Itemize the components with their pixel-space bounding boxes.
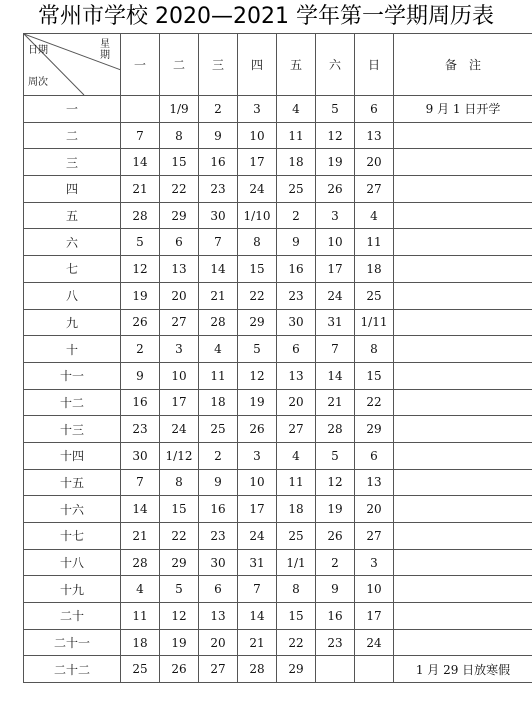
date-cell: 8: [160, 122, 199, 149]
date-cell: 22: [160, 176, 199, 203]
week-number-cell: 十五: [24, 469, 121, 496]
week-number-cell: 四: [24, 176, 121, 203]
week-row: [24, 202, 532, 229]
date-cell: 15: [160, 149, 199, 176]
date-cell: 17: [160, 389, 199, 416]
note-cell: [394, 576, 532, 603]
date-cell: 22: [277, 629, 316, 656]
note-cell: [394, 309, 532, 336]
date-cell: 10: [316, 229, 355, 256]
date-cell: 21: [121, 176, 160, 203]
date-cell: 16: [121, 389, 160, 416]
note-cell: [394, 469, 532, 496]
week-number-cell: 十四: [24, 442, 121, 469]
date-cell: 27: [199, 656, 238, 683]
week-row: [24, 122, 532, 149]
date-cell: [355, 656, 394, 683]
week-row: [24, 549, 532, 576]
weekday-header-sat: 六: [316, 34, 355, 96]
date-cell: 7: [316, 336, 355, 363]
date-cell: 2: [316, 549, 355, 576]
week-number-cell: 十七: [24, 523, 121, 550]
date-cell: 31: [238, 549, 277, 576]
note-cell: [394, 176, 532, 203]
date-cell: 18: [121, 629, 160, 656]
date-cell: 11: [199, 362, 238, 389]
note-cell: [394, 256, 532, 283]
date-cell: 27: [355, 523, 394, 550]
date-cell: 24: [238, 523, 277, 550]
weekday-header-mon: 一: [121, 34, 160, 96]
corner-date-label: 日期: [28, 45, 48, 56]
date-cell: 10: [238, 122, 277, 149]
week-row: [24, 149, 532, 176]
date-cell: 11: [277, 469, 316, 496]
date-cell: 2: [277, 202, 316, 229]
week-row: [24, 362, 532, 389]
week-row: [24, 176, 532, 203]
date-cell: 26: [316, 176, 355, 203]
date-cell: 9: [277, 229, 316, 256]
date-cell: 24: [316, 282, 355, 309]
date-cell: 4: [199, 336, 238, 363]
date-cell: 16: [199, 496, 238, 523]
notes-header: 备 注: [394, 34, 532, 96]
date-cell: [316, 656, 355, 683]
date-cell: 25: [355, 282, 394, 309]
calendar-table: [23, 33, 532, 683]
date-cell: 19: [160, 629, 199, 656]
week-row: [24, 229, 532, 256]
note-cell: [394, 362, 532, 389]
date-cell: 28: [316, 416, 355, 443]
note-cell: 1 月 29 日放寒假: [394, 656, 532, 683]
weekday-header-tue: 二: [160, 34, 199, 96]
note-cell: 9 月 1 日开学: [394, 96, 532, 123]
note-cell: [394, 442, 532, 469]
week-row: [24, 256, 532, 283]
note-cell: [394, 282, 532, 309]
date-cell: 23: [316, 629, 355, 656]
week-number-cell: 十二: [24, 389, 121, 416]
week-number-cell: 十六: [24, 496, 121, 523]
week-row: [24, 496, 532, 523]
week-number-cell: 一: [24, 96, 121, 123]
date-cell: 16: [277, 256, 316, 283]
date-cell: 19: [316, 496, 355, 523]
week-number-cell: 二: [24, 122, 121, 149]
date-cell: 22: [160, 523, 199, 550]
date-cell: 9: [121, 362, 160, 389]
page-title: 常州市学校 2020—2021 学年第一学期周历表: [38, 4, 494, 29]
week-row: [24, 576, 532, 603]
date-cell: 26: [238, 416, 277, 443]
week-number-cell: 十三: [24, 416, 121, 443]
week-row: [24, 416, 532, 443]
date-cell: 13: [355, 469, 394, 496]
date-cell: 26: [316, 523, 355, 550]
date-cell: 8: [160, 469, 199, 496]
date-cell: 23: [199, 176, 238, 203]
date-cell: 3: [355, 549, 394, 576]
date-cell: 28: [121, 202, 160, 229]
date-cell: 25: [277, 523, 316, 550]
date-cell: 6: [277, 336, 316, 363]
date-cell: 26: [121, 309, 160, 336]
week-number-cell: 十: [24, 336, 121, 363]
date-cell: 7: [121, 469, 160, 496]
date-cell: 21: [121, 523, 160, 550]
week-number-cell: 十一: [24, 362, 121, 389]
date-cell: 22: [238, 282, 277, 309]
date-cell: 2: [199, 442, 238, 469]
date-cell: 27: [355, 176, 394, 203]
date-cell: 24: [355, 629, 394, 656]
date-cell: 1/12: [160, 442, 199, 469]
weekday-header-fri: 五: [277, 34, 316, 96]
date-cell: 4: [121, 576, 160, 603]
date-cell: 3: [316, 202, 355, 229]
date-cell: 30: [277, 309, 316, 336]
date-cell: 12: [160, 603, 199, 630]
week-row: [24, 469, 532, 496]
note-cell: [394, 416, 532, 443]
date-cell: 21: [238, 629, 277, 656]
date-cell: 12: [238, 362, 277, 389]
date-cell: 5: [238, 336, 277, 363]
date-cell: 27: [160, 309, 199, 336]
date-cell: 19: [121, 282, 160, 309]
date-cell: 2: [199, 96, 238, 123]
date-cell: 25: [199, 416, 238, 443]
date-cell: 28: [238, 656, 277, 683]
date-cell: 29: [277, 656, 316, 683]
date-cell: 13: [277, 362, 316, 389]
date-cell: 31: [316, 309, 355, 336]
weekday-header-thu: 四: [238, 34, 277, 96]
date-cell: 4: [277, 96, 316, 123]
date-cell: 24: [238, 176, 277, 203]
date-cell: 18: [277, 149, 316, 176]
note-cell: [394, 523, 532, 550]
date-cell: 6: [160, 229, 199, 256]
date-cell: 4: [277, 442, 316, 469]
date-cell: 14: [121, 496, 160, 523]
week-row: [24, 336, 532, 363]
date-cell: 7: [238, 576, 277, 603]
week-number-cell: 二十: [24, 603, 121, 630]
date-cell: 19: [316, 149, 355, 176]
date-cell: 29: [160, 202, 199, 229]
weekday-header-wed: 三: [199, 34, 238, 96]
date-cell: 3: [160, 336, 199, 363]
date-cell: 21: [316, 389, 355, 416]
date-cell: 15: [277, 603, 316, 630]
date-cell: 9: [199, 469, 238, 496]
date-cell: 1/9: [160, 96, 199, 123]
date-cell: 23: [277, 282, 316, 309]
date-cell: 9: [316, 576, 355, 603]
date-cell: 25: [277, 176, 316, 203]
date-cell: 1/1: [277, 549, 316, 576]
date-cell: 17: [316, 256, 355, 283]
week-number-cell: 九: [24, 309, 121, 336]
corner-header-cell: [24, 34, 121, 96]
date-cell: 14: [238, 603, 277, 630]
date-cell: 30: [199, 202, 238, 229]
date-cell: 1/11: [355, 309, 394, 336]
date-cell: 24: [160, 416, 199, 443]
date-cell: 29: [160, 549, 199, 576]
date-cell: 20: [355, 149, 394, 176]
week-number-cell: 八: [24, 282, 121, 309]
date-cell: 21: [199, 282, 238, 309]
note-cell: [394, 149, 532, 176]
week-number-cell: 五: [24, 202, 121, 229]
date-cell: 30: [121, 442, 160, 469]
date-cell: 10: [238, 469, 277, 496]
week-row: [24, 603, 532, 630]
weekday-header-sun: 日: [355, 34, 394, 96]
date-cell: 5: [316, 442, 355, 469]
date-cell: 14: [316, 362, 355, 389]
note-cell: [394, 629, 532, 656]
date-cell: 9: [199, 122, 238, 149]
date-cell: 25: [121, 656, 160, 683]
date-cell: 23: [121, 416, 160, 443]
corner-zhouci-label: 周次: [28, 77, 48, 88]
date-cell: 20: [355, 496, 394, 523]
date-cell: 23: [199, 523, 238, 550]
date-cell: 18: [199, 389, 238, 416]
week-number-cell: 二十一: [24, 629, 121, 656]
date-cell: 5: [160, 576, 199, 603]
note-cell: [394, 603, 532, 630]
week-row: [24, 389, 532, 416]
date-cell: 5: [316, 96, 355, 123]
date-cell: 8: [238, 229, 277, 256]
date-cell: 29: [355, 416, 394, 443]
date-cell: 11: [121, 603, 160, 630]
date-cell: 18: [277, 496, 316, 523]
date-cell: 10: [160, 362, 199, 389]
date-cell: 17: [355, 603, 394, 630]
date-cell: 17: [238, 149, 277, 176]
date-cell: 4: [355, 202, 394, 229]
note-cell: [394, 389, 532, 416]
date-cell: 15: [238, 256, 277, 283]
date-cell: 28: [121, 549, 160, 576]
date-cell: 7: [199, 229, 238, 256]
date-cell: 6: [199, 576, 238, 603]
date-cell: 1/10: [238, 202, 277, 229]
week-row: [24, 656, 532, 683]
week-row: [24, 629, 532, 656]
date-cell: 6: [355, 96, 394, 123]
date-cell: 20: [277, 389, 316, 416]
date-cell: 15: [160, 496, 199, 523]
date-cell: 11: [355, 229, 394, 256]
date-cell: 22: [355, 389, 394, 416]
date-cell: 12: [316, 122, 355, 149]
week-row: [24, 442, 532, 469]
date-cell: 16: [199, 149, 238, 176]
date-cell: 7: [121, 122, 160, 149]
date-cell: 12: [121, 256, 160, 283]
week-row: [24, 523, 532, 550]
note-cell: [394, 496, 532, 523]
week-number-cell: 三: [24, 149, 121, 176]
date-cell: 27: [277, 416, 316, 443]
week-number-cell: 六: [24, 229, 121, 256]
date-cell: 30: [199, 549, 238, 576]
date-cell: 3: [238, 96, 277, 123]
date-cell: 13: [199, 603, 238, 630]
date-cell: 15: [355, 362, 394, 389]
week-row: [24, 282, 532, 309]
date-cell: 26: [160, 656, 199, 683]
date-cell: 11: [277, 122, 316, 149]
date-cell: 16: [316, 603, 355, 630]
date-cell: 8: [355, 336, 394, 363]
date-cell: 20: [199, 629, 238, 656]
date-cell: 28: [199, 309, 238, 336]
note-cell: [394, 336, 532, 363]
date-cell: 17: [238, 496, 277, 523]
date-cell: 19: [238, 389, 277, 416]
date-cell: 20: [160, 282, 199, 309]
date-cell: 14: [121, 149, 160, 176]
date-cell: 14: [199, 256, 238, 283]
note-cell: [394, 229, 532, 256]
note-cell: [394, 122, 532, 149]
corner-week-label: 星期: [100, 39, 110, 61]
week-row: [24, 96, 532, 123]
date-cell: 12: [316, 469, 355, 496]
week-number-cell: 十八: [24, 549, 121, 576]
date-cell: 5: [121, 229, 160, 256]
date-cell: 10: [355, 576, 394, 603]
week-row: [24, 309, 532, 336]
date-cell: 8: [277, 576, 316, 603]
date-cell: [121, 96, 160, 123]
week-number-cell: 十九: [24, 576, 121, 603]
week-number-cell: 七: [24, 256, 121, 283]
note-cell: [394, 202, 532, 229]
date-cell: 13: [355, 122, 394, 149]
date-cell: 2: [121, 336, 160, 363]
date-cell: 13: [160, 256, 199, 283]
note-cell: [394, 549, 532, 576]
header-row: [24, 34, 532, 96]
week-number-cell: 二十二: [24, 656, 121, 683]
date-cell: 6: [355, 442, 394, 469]
date-cell: 29: [238, 309, 277, 336]
date-cell: 3: [238, 442, 277, 469]
date-cell: 18: [355, 256, 394, 283]
